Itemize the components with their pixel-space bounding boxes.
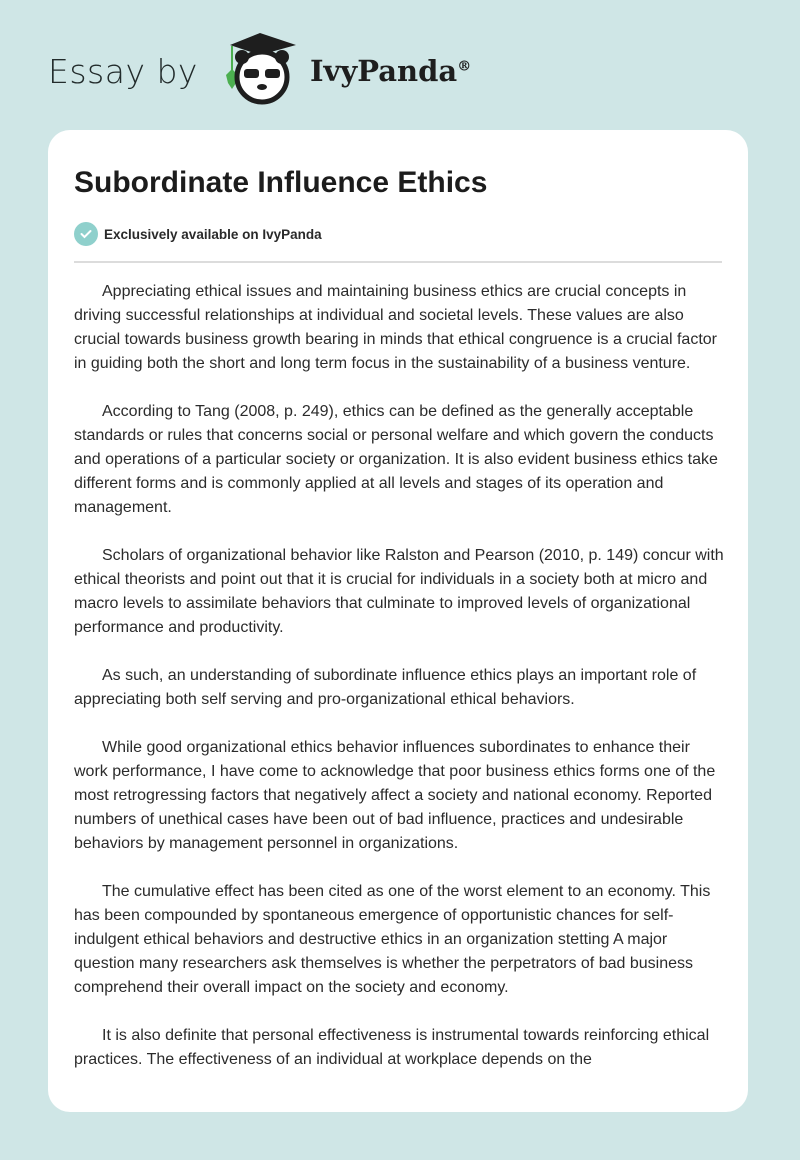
essay-body: [74, 280, 726, 1096]
check-icon: [74, 222, 98, 246]
paragraph: The cumulative effect has been cited as one of the worst element to an economy. This has been compounded by spontaneous emergence of opportunistic chances for self- indulgent ethical behaviors and destructive ethics in an organization stetting A major question many researchers ask themselves is whether the perpetrators of bad business comprehend their overall impact on the society and economy.: [74, 883, 711, 996]
badge-text: Exclusively available on IvyPanda: [104, 226, 322, 242]
divider: [74, 261, 722, 263]
exclusive-badge: [74, 222, 322, 246]
essay-card: [48, 130, 748, 1112]
paragraph: As such, an understanding of subordinate influence ethics plays an important role of appreciating both self serving and pro-organizational ethical behaviors.: [74, 667, 697, 708]
paragraph: Scholars of organizational behavior like Ralston and Pearson (2010, p. 149) concur with ethical theorists and point out that it is crucial for individuals in a society both at micro and macro levels to assimilate behaviors that culminate to improved levels of organizational performance and productivity.: [74, 547, 724, 636]
page-title: Subordinate Influence Ethics: [74, 166, 488, 199]
ivypanda-logo-icon[interactable]: [216, 31, 304, 111]
paragraph: While good organizational ethics behavior influences subordinates to enhance their work performance, I have come to acknowledge that poor business ethics forms one of the most retrogressing factors that negatively affect a society and national economy. Reported numbers of unethical cases have been out of bad influence, practices and undesirable behaviors by management personnel in organizations.: [74, 739, 716, 852]
paragraph: According to Tang (2008, p. 249), ethics can be defined as the generally acceptable standards or rules that concerns social or personal welfare and which govern the conducts and operations of a particular society or organization. It is also evident business ethics take different forms and is commonly applied at all levels and stages of its operation and management.: [74, 403, 718, 516]
paragraph: Appreciating ethical issues and maintaining business ethics are crucial concepts in driving successful relationships at individual and societal levels. These values are also crucial towards business growth bearing in minds that ethical congruence is a crucial factor in guiding both the short and long term focus in the sustainability of a business venture.: [74, 283, 717, 372]
paragraph: It is also definite that personal effectiveness is instrumental towards reinforcing ethical practices. The effectiveness of an individual at workplace depends on the: [74, 1027, 710, 1068]
registered-mark: ®: [457, 58, 472, 75]
site-header: [48, 36, 471, 106]
brand-text: IvyPanda: [309, 54, 458, 88]
brand-name[interactable]: [310, 54, 471, 88]
essay-by-label: Essay by: [48, 51, 198, 91]
